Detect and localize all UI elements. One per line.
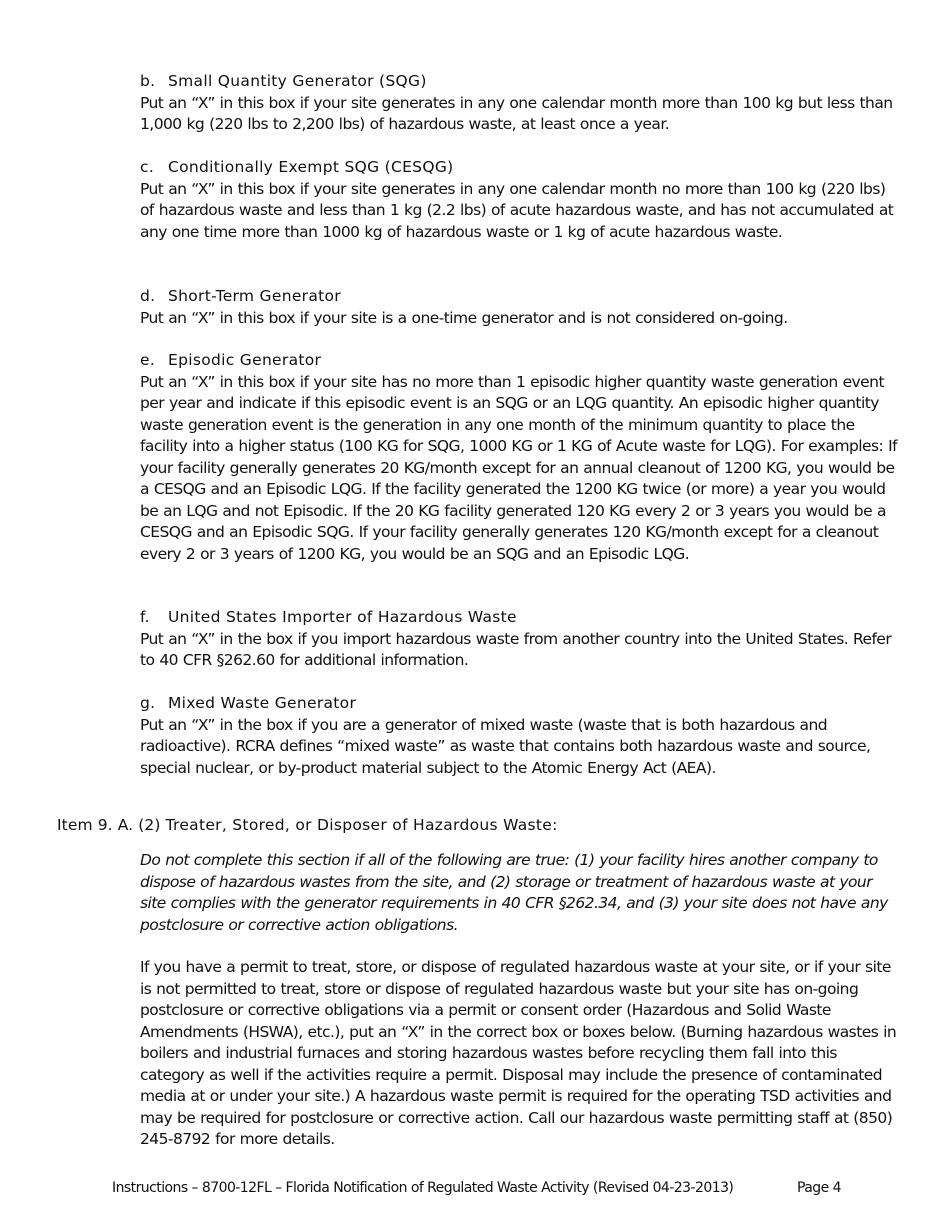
section-title: Episodic Generator (168, 351, 322, 369)
item-heading (57, 815, 558, 837)
section-sqg (140, 71, 900, 136)
section-heading (140, 71, 900, 93)
section-cesqg (140, 157, 900, 243)
section-heading (140, 157, 900, 179)
item-prefix: Item 9. A. (2) (57, 816, 166, 834)
section-body: Put an “X” in this box if your site generates in any one calendar month no more than 100 kg (220 lbs) of hazardous waste and less than 1 kg (2.2 lbs) of acute hazardous waste, and has not accumulated at any one time more than 1000 kg of hazardous waste or 1 kg of acute hazardous waste. (140, 179, 894, 241)
section-body: Put an “X” in this box if your site generates in any one calendar month more than 100 kg but less than 1,000 kg (220 lbs to 2,200 lbs) of hazardous waste, at least once a year. (140, 93, 893, 133)
section-body: Put an “X” in the box if you import hazardous waste from another country into the United States. Refer to 40 CFR §262.60 for additional information. (140, 629, 892, 669)
item-paragraph (140, 957, 900, 1151)
section-title: Short-Term Generator (168, 287, 341, 305)
section-title: Mixed Waste Generator (168, 694, 357, 712)
section-letter: g. (140, 694, 156, 712)
section-letter: c. (140, 158, 155, 176)
page-footer (112, 1178, 842, 1198)
page-number: Page 4 (797, 1180, 841, 1196)
section-letter: d. (140, 287, 156, 305)
section-body: Put an “X” in this box if your site has no more than 1 episodic higher quantity waste generation event per year and indicate if this episodic event is an SQG or an LQG quantity. An episodic higher quantity waste generation event is the generation in any one month of the minimum quantity to place the facility into a higher status (100 KG for SQG, 1000 KG or 1 KG of Acute waste for LQG). For examples: If your facility generally generates 20 KG/month except for an annual cleanout of 1200 KG, you would be a CESQG and an Episodic LQG. If the facility generated the 1200 KG twice (or more) a year you would be an LQG and not Episodic. If the 20 KG facility generated 120 KG every 2 or 3 years you would be a CESQG and an Episodic SQG. If your facility generally generates 120 KG/month except for a cleanout every 2 or 3 years of 1200 KG, you would be an SQG and an Episodic LQG. (140, 372, 898, 563)
section-episodic (140, 350, 900, 565)
section-heading (140, 286, 900, 308)
section-letter: b. (140, 72, 156, 90)
footer-text: Instructions – 8700-12FL – Florida Notification of Regulated Waste Activity (Revised 04-23-2013) (112, 1180, 734, 1196)
section-importer (140, 607, 900, 672)
section-title: United States Importer of Hazardous Waste (168, 608, 517, 626)
italic-note-text: Do not complete this section if all of the following are true: (1) your facility hires another company to dispose of hazardous wastes from the site, and (2) storage or treatment of hazardous waste at your site complies with the generator requirements in 40 CFR §262.34, and (3) your site does not have any postclosure or corrective action obligations. (140, 851, 888, 934)
section-body: Put an “X” in the box if you are a generator of mixed waste (waste that is both hazardous and radioactive). RCRA defines “mixed waste” as waste that contains both hazardous waste and source, special nuclear, or by-product material subject to the Atomic Energy Act (AEA). (140, 715, 871, 777)
section-mixed-waste (140, 693, 900, 779)
section-heading (140, 350, 900, 372)
section-title: Conditionally Exempt SQG (CESQG) (168, 158, 454, 176)
section-heading (140, 607, 900, 629)
section-body: Put an “X” in this box if your site is a one-time generator and is not considered on-going. (140, 308, 788, 327)
section-short-term (140, 286, 900, 329)
section-letter: e. (140, 351, 156, 369)
section-title: Small Quantity Generator (SQG) (168, 72, 427, 90)
section-heading (140, 693, 900, 715)
item-paragraph-text: If you have a permit to treat, store, or dispose of regulated hazardous waste at your site, or if your site is not permitted to treat, store or dispose of regulated hazardous waste but your site has on-going postclosure or corrective obligations via a permit or consent order (Hazardous and Solid Waste Amendments (HSWA), etc.), put an “X” in the correct box or boxes below. (Burning hazardous wastes in boilers and industrial furnaces and storing hazardous wastes before recycling them fall into this category as well if the activities require a permit. Disposal may include the presence of contaminated media at or under your site.) A hazardous waste permit is required for the operating TSD activities and may be required for postclosure or corrective action. Call our hazardous waste permitting staff at (850) 245-8792 for more details. (140, 958, 897, 1148)
section-letter: f. (140, 608, 150, 626)
item-title: Treater, Stored, or Disposer of Hazardous Waste: (165, 816, 558, 834)
item-italic-note (140, 850, 900, 936)
